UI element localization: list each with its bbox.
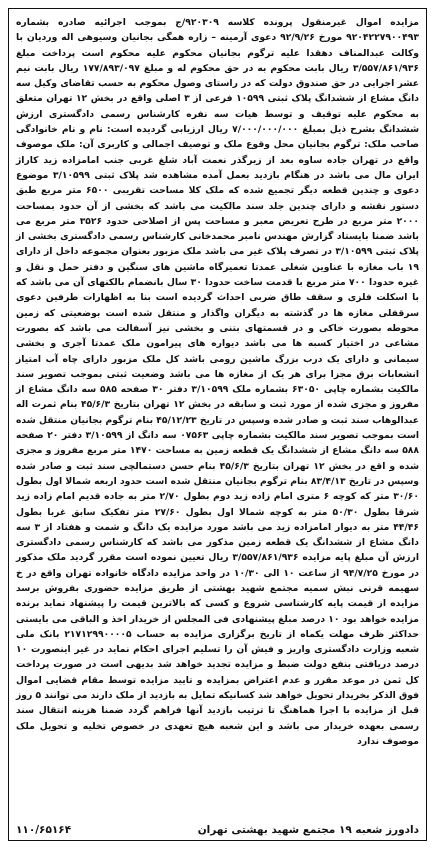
footer-signature: دادورز شعبه ۱۹ مجتمع شهید بهشتی تهران bbox=[197, 824, 419, 836]
auction-notice bbox=[8, 8, 427, 841]
notice-footer bbox=[16, 824, 419, 836]
footer-reference-number: ۱۱۰/۶۵۱۶۴ bbox=[16, 824, 72, 836]
notice-body: مزایده اموال غیرمنقول پرونده کلاسه ۹۲۰۳۰۹/ج بموجب اجرائیه صادره بشماره ۹۲۰۴۲۲۷۹۰۰۴۹۳ مورخ ۹۲/۹/۲۶ دعوی آرمینه – زاره همگی بجانیان وسیوهی اله وردیان با وکالت عبدالمناف دهقدا علیه ترگوم بجانیان محکوم علیه محکوم است پرداخت مبلغ ۳/۵۵۷/۸۶۱/۹۳۶ ریال بابت محکوم به در حق محکوم له و مبلغ ۱۷۷/۸۹۳/۰۹۷ ریال بابت نیم عشر اجرایی در حق صندوق دولت که در راستای وصول محکوم به حسب تقاضای وکیل سه دانگ مشاع از ششدانگ پلاک ثبتی ۱۰۵۹۹ فرعی از ۳ اصلی واقع در بخش ۱۲ تهران متعلق به محکوم علیه توقیف و توسط هیات سه نفره کارشناس رسمی دادگستری ارزش ششدانگ بشرح ذیل بمبلغ ۷/۰۰۰/۰۰۰/۰۰۰ ریال ارزیابی گردیده است: نام و نام خانوادگی صاحب ملک: ترگوم بجانیان محل وقوع ملک و توصیف اجمالی و کاربری آن: ملک موصوف واقع در تهران جاده ساوه بعد از زیرگذر نعمت آباد شلغ غربی جنب امامزاده زید کاراژ ایران مال می باشد در هنگام بازدید بعمل آمده مشاهده شد پلاک ثبتی ۳/۱۰۵۹۹ موضوع دعوی و چندین قطعه دیگر تجمیع شده که ملک کلا مساحت تقریبی ۶۵۰۰ متر مربع طبق دستور نقشه و دارای چندین جلد سند مالکیت می باشد که بخشی از آن حدود بمساحت ۲۰۰۰ متر مربع در طرح تعریض معبر و مساحت پس از اصلاحی حدود ۳۵۲۶ متر مربع می باشد ضمنا بایستاد گزارش مهندس نامبر محمدخانی کارشناس رسمی دادگستری بخشی از پلاک ثبتی ۳/۱۰۵۹۹ در تصرف پلاک غیر می باشد ملک مزبور بعنوان مجموعه داخل از دارای ۱۹ باب مغازه با عناوین شغلی عمدتا تعمیرگاه ماشین های سنگین و دفتر حمل و نقل و غیره حدودا ۷۰۰ متر مربع با قدمت ساخت حدودا ۳۰ سال بانضمام بالکنهای آن می باشد که با اسکلت فلزی و سقف طاق ضربی احداث گردیده است بنا به اظهارات طرفین دعوی سرقفلی مغازه ها در گذشته به دیگران واگذار و منتقل شده است بوضعیتی که زمین محوطه بصورت خاکی و در قسمتهای بتنی و بخشی نیز آسفالت می باشد که بصورت مشاعی در اختیار کسبه ها می باشد دیواره های پیرامون ملک عمدتا آجری و بخشی سیمانی و دارای یک درب بزرگ ماشین رومی باشد کل ملک مزبور دارای چاه آب امتیاز انشعابات برق مجزا برای هر یک از مغازه ها می باشد وضعیت ثبتی بموجب تصویر سند مالکیت بشماره چاپی ۶۳۰۵۰ بشماره ملک ۳/۱۰۵۹۹ دفتر ۳۰ صفحه ۵۸۵ سه دانگ مشاع از مفروز و مجزی شده از مورد ثبت و سابقه در بخش ۱۲ تهران بتاریخ ۴۵/۶/۳ بنام ثمرت اله عبدالوهاب سند ثبت و صادر شده وسپس در تاریخ ۴۵/۱۲/۲۳ بنام ترگوم بجانیان منتقل شده است بموجب تصویر سند مالکیت بشماره چاپی ۰۷۵۶۳ سه دانگ از ۳/۱۰۵۹۹ دفتر ۲۰ صفحه ۵۸۸ سه دانگ مشاع از ششدانگ یک قطعه زمین به مساحت ۱۴۷۰ متر مربع مفروز و مجزی شده و اقع در بخش ۱۲ تهران بتاریخ ۴۵/۶/۳ بنام حسن دستمالچی سند ثبت و صادر شده وسپس در تاریخ ۸۳/۴/۱۳ بنام ترگوم بجانیان منتقل شده است حدود اربعه شمالا اول بطول ۳۰/۶۰ متر که کوچه ۶ متری امام زاده زید دوم بطول ۲/۷۰ متر به جاده قدیم امام زاده زید شرقا بطول ۵۰/۳۰ متر به کوچه شمالا اول بطول ۲۷/۶۰ متر تفکیک سابق غربا بطول ۴۴/۴۶ متر به دیوار امامزاده زید می باشد مورد مزایده یک دانگ و شمت و هفتاد از ۳ سه دانگ مشاع از ششدانگ یک قطعه زمین مذکور می باشد که کارشناس رسمی دادگستری ارزش آن مبلغ پایه مزایده ۳/۵۵۷/۸۶۱/۹۳۶ ریال تعیین نموده است مقرر گردید ملک مذکور در مورخ ۹۴/۷/۲۵ از ساعت ۱۰ الی ۱۰/۳۰ در واحد مزایده دادگاه خانواده تهران واقع در خ سهیمه قرنی نبش سمیه مجتمع شهید بهشتی از طریق مزایده حضوری بفروش برسد مزایده از قیمت پایه کارشناسی شروع و کسی که بالاترین قیمت را پیشنهاد نماید برنده مزایده خواهد بود ۱۰ درصد مبلغ پیشنهادی فی المجلس از خریدار اخذ و الباقی می بایستی حداکثر ظرف مهلت یکماه از تاریخ برگزاری مزایده به حساب ۲۱۷۱۲۹۹۰۰۰۰۵ بانک ملی شعبه وزارت دادگستری واریز و فیش آن را تسلیم اجرای احکام نماید در غیر اینصورت ۱۰ درصد دریافتی بنفع دولت ضبط و مزایده تجدید خواهد شد بدیهی است در صورت پرداخت کل ثمن در موعد مقرر و عدم اعتراض بمزایده و تایید مزایده توسط مقام قضایی اموال فوق الذکر بخریدار تحویل خواهد شد کسانیکه تمایل به بازدید از ملک دارند می توانند ۵ روز قبل از مزایده با اجرا هماهنگ تا ترتیب بازدید آنها فراهم گردد ضمنا هزینه انتقال سند رسمی بعهده خریدار می باشد و این شعبه هیچ تعهدی در خصوص تخلیه و تحویل ملک موصوف ندارد bbox=[16, 17, 420, 747]
